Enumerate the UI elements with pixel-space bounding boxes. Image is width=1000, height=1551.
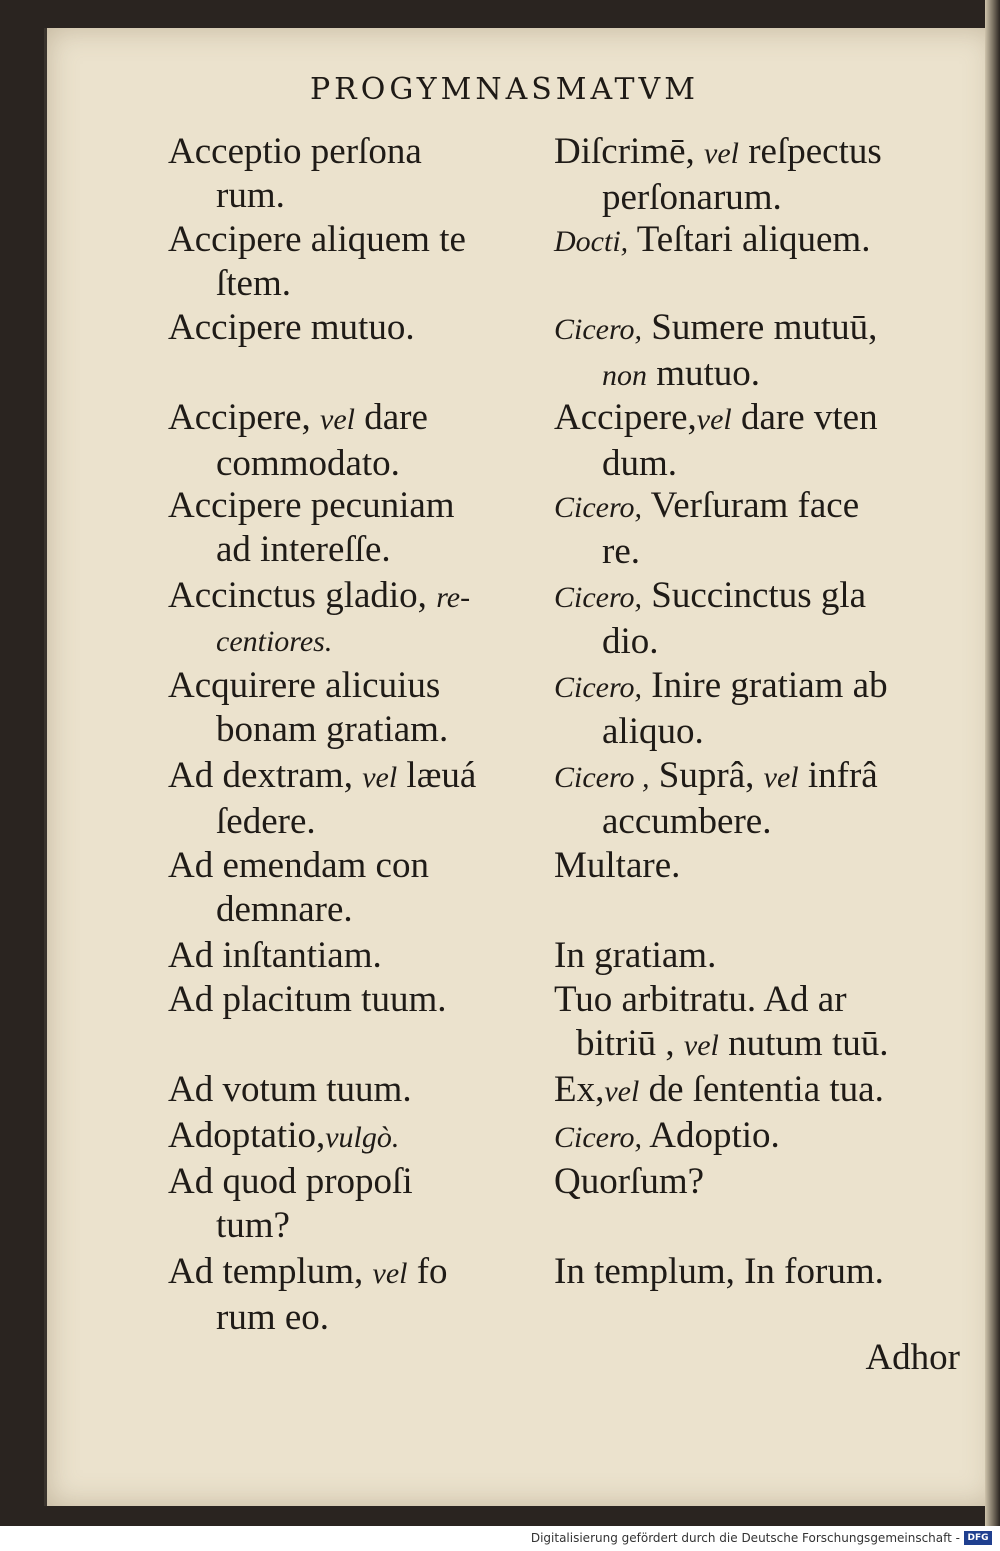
entry-text: non	[602, 359, 647, 392]
entry-text: Docti,	[554, 225, 629, 258]
entry-text: Accipere mutuo.	[168, 307, 415, 348]
entry-gloss	[554, 306, 964, 398]
entry-text: bonam gratiam.	[216, 709, 449, 750]
entry-text: vulgò.	[325, 1121, 400, 1154]
entry-text: Accipere pecuniam	[168, 485, 455, 526]
entry-text: perſonarum.	[602, 177, 782, 218]
entry-text: aliquo.	[602, 711, 704, 752]
entry-text: Succinctus gla	[651, 575, 867, 616]
entry-text: nutum tuū.	[728, 1023, 889, 1064]
entry-text: rum eo.	[216, 1297, 330, 1338]
entry-text: Ad dextram,	[168, 755, 353, 796]
entry-text: Accinctus gladio,	[168, 575, 427, 616]
entry-gloss	[554, 574, 964, 664]
entry-text: Cicero ,	[554, 761, 650, 794]
entry-text: Quorſum?	[554, 1161, 705, 1202]
entry-text: ſtem.	[216, 263, 292, 304]
entry-text: Ex,	[554, 1069, 605, 1110]
entry-term	[168, 934, 548, 978]
entry-text: commodato.	[216, 443, 400, 484]
entry-gloss	[554, 1250, 964, 1294]
entry-text: Ad inſtantiam.	[168, 935, 382, 976]
entry-text: Tuo arbitratu. Ad ar	[554, 979, 847, 1020]
entry-text: vel	[604, 1075, 640, 1108]
entry-term	[168, 1114, 548, 1160]
entry-text: vel	[704, 137, 739, 170]
entry-term	[168, 664, 548, 752]
entry-term	[168, 574, 548, 664]
entry-text: Multare.	[554, 845, 681, 886]
entry-text: In templum, In forum.	[554, 1251, 884, 1292]
entry-gloss	[554, 396, 964, 486]
entry-text: Adoptio.	[649, 1115, 780, 1156]
entry-text: Teſtari aliquem.	[636, 219, 871, 260]
entry-text: Accipere,	[168, 397, 311, 438]
entry-text: Accipere,	[554, 397, 697, 438]
entry-text: vel	[763, 761, 799, 794]
entry-gloss	[554, 844, 964, 888]
entry-term	[168, 1250, 548, 1340]
entry-term	[168, 306, 548, 350]
entry-term	[168, 218, 548, 306]
entry-text: Cicero,	[554, 581, 643, 614]
page-edge	[985, 0, 1000, 1526]
entry-gloss	[554, 218, 964, 264]
entry-text: re.	[602, 531, 640, 572]
running-head: PROGYMNASMATVM	[310, 72, 699, 107]
entry-text: Acquirere alicuius	[168, 665, 441, 706]
entry-gloss	[554, 130, 964, 220]
entry-text: accumbere.	[602, 801, 772, 842]
entry-text: vel	[372, 1257, 408, 1290]
entry-text: Accipere aliquem te	[168, 219, 466, 260]
entry-gloss	[554, 934, 964, 978]
entry-gloss	[554, 754, 964, 844]
entry-term	[168, 130, 548, 218]
entry-continuation	[554, 352, 964, 398]
entry-text: re-	[436, 581, 471, 614]
catchword: Adhor	[865, 1337, 960, 1378]
entry-term	[168, 396, 548, 486]
entry-text: Cicero,	[554, 491, 643, 524]
entry-text: centiores.	[216, 625, 333, 658]
entry-text: Cicero,	[554, 671, 643, 704]
entry-text: demnare.	[216, 889, 353, 930]
entry-text: vel	[320, 403, 355, 436]
entry-text: Sumere mutuū,	[651, 307, 878, 348]
entry-gloss	[554, 664, 964, 754]
entry-text: Ad quod propoſi	[168, 1161, 413, 1202]
entry-text: Adoptatio,	[168, 1115, 326, 1156]
entry-term	[168, 484, 548, 572]
entry-text: dare	[364, 397, 428, 438]
footer-bar	[0, 1526, 1000, 1551]
entry-text: Cicero,	[554, 313, 643, 346]
entry-text: dare vten	[740, 397, 878, 438]
entry-gloss	[554, 978, 964, 1068]
entry-text: fo	[416, 1251, 448, 1292]
entry-term	[168, 844, 548, 932]
entry-text: infrâ	[807, 755, 878, 796]
entry-text: Ad placitum tuum.	[168, 979, 447, 1020]
entry-text: vel	[683, 1029, 719, 1062]
entry-text: ad intereſſe.	[216, 529, 391, 570]
entry-gloss	[554, 484, 964, 574]
entry-text: vel	[696, 403, 732, 436]
entry-text: bitriū ,	[576, 1023, 675, 1064]
entry-gloss	[554, 1068, 964, 1114]
entry-term	[168, 1160, 548, 1248]
entry-text: Suprâ,	[658, 755, 755, 796]
entry-gloss	[554, 1160, 964, 1204]
entry-term	[168, 754, 548, 844]
entry-text: Acceptio perſona	[168, 131, 422, 172]
entry-text: Diſcrimē,	[554, 131, 695, 172]
entry-text: vel	[362, 761, 398, 794]
entry-text: Ad emendam con	[168, 845, 429, 886]
entry-gloss	[554, 1114, 964, 1160]
entry-text: reſpectus	[748, 131, 882, 172]
entry-term	[168, 978, 548, 1022]
entry-text: In gratiam.	[554, 935, 717, 976]
entry-term	[168, 1068, 548, 1112]
entry-text: tum?	[216, 1205, 290, 1246]
entry-text: Ad votum tuum.	[168, 1069, 412, 1110]
dfg-logo[interactable]: DFG	[964, 1531, 992, 1545]
footer-credit: Digitalisierung gefördert durch die Deutsche Forschungsgemeinschaft -	[530, 1531, 960, 1545]
entry-text: Verſuram face	[650, 485, 860, 526]
entry-text: de ſententia tua.	[648, 1069, 884, 1110]
entry-text: Cicero,	[554, 1121, 643, 1154]
entry-text: ſedere.	[216, 801, 316, 842]
entry-text: Inire gratiam ab	[651, 665, 888, 706]
entry-text: rum.	[216, 175, 285, 216]
entry-text: dio.	[602, 621, 659, 662]
entry-continuation	[554, 1022, 964, 1068]
entry-text: læuá	[406, 755, 477, 796]
entry-text: dum.	[602, 443, 678, 484]
entry-text: Ad templum,	[168, 1251, 364, 1292]
entry-text: mutuo.	[656, 353, 761, 394]
